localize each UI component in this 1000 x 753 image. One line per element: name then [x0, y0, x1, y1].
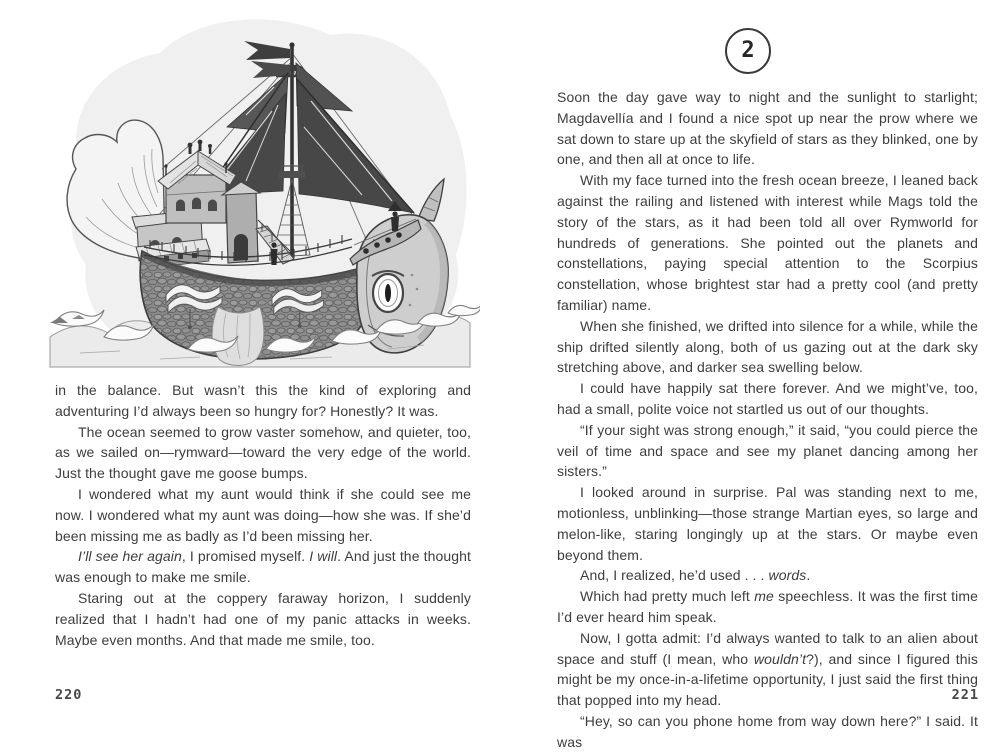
paragraph: in the balance. But wasn’t this the kind of exploring and adventuring I’d always been so hungry for? Honestly? It was.: [55, 382, 471, 419]
paragraph: I could have happily sat there forever. And we might’ve, too, had a small, polite voice not startled us out of our thoughts.: [557, 380, 978, 417]
paragraph: When she finished, we drifted into silence for a while, while the ship drifted silently along, both of us gazing out at the dark sky stretching above, and darker sea swelling below.: [557, 317, 978, 376]
chapter-number-badge: [725, 28, 771, 74]
paragraph: I’ll see her again, I promised myself. I will. And just the thought was enough to make me smile.: [55, 548, 471, 586]
left-page: [0, 0, 500, 727]
left-page-number: 220: [55, 687, 83, 703]
paragraph: The ocean seemed to grow vaster somehow, and quieter, too, as we sailed on—rymward—toward the very edge of the world. Just the thought gave me goose bumps.: [55, 423, 471, 482]
right-page-number: 221: [951, 687, 979, 703]
paragraph: I looked around in surprise. Pal was standing next to me, motionless, unblinking—those strange Martian eyes, so large and melon-like, staring longingly up at the stars. Or maybe even beyond them.: [557, 484, 978, 563]
paragraph: I wondered what my aunt would think if she could see me now. I wondered what my aunt was doing—how she was. If she’d been missing me as badly as I’d been missing her.: [55, 485, 471, 544]
paragraph: Staring out at the coppery faraway horizon, I suddenly realized that I hadn’t had one of my panic attacks in weeks. Maybe even months. And that made me smile, too.: [55, 589, 471, 648]
fish-ship-illustration: [20, 4, 480, 368]
paragraph: Which had pretty much left me speechless. It was the first time I’d ever heard him speak.: [557, 588, 979, 625]
paragraph: “If your sight was strong enough,” it said, “you could pierce the veil of time and space and see my planet dancing among her sisters.”: [557, 421, 978, 480]
chapter-number: 2: [741, 37, 755, 63]
paragraph: Soon the day gave way to night and the sunlight to starlight; Magdavellía and I found a nice spot up near the prow where we sat down to stare up at the skyfield of stars as they blinked, one by one, and then all at once to life.: [557, 89, 978, 168]
paragraph: And, I realized, he’d used . . . words.: [580, 567, 811, 584]
paragraph: With my face turned into the fresh ocean breeze, I leaned back against the railing and listened with interest while Mags told the story of the stars, as it had been told all over Rymworld for hundreds of generations. She pointed out the planets and constellations, paying special attention to the Scorpius constellation, whose brightest star had a pretty cool (and pretty familiar) name.: [557, 172, 978, 313]
right-page-text: [557, 87, 978, 753]
right-page: [500, 0, 1000, 750]
paragraph: “Hey, so can you phone home from way down here?” I said. It was: [557, 712, 978, 750]
paragraph: Now, I gotta admit: I’d always wanted to talk to an alien about space and stuff (I mean, who wouldn’t?), and since I figured this might be my once-in-a-lifetime opportunity, I just said the first thing that popped into my head.: [557, 629, 978, 709]
left-page-text: [55, 380, 471, 650]
